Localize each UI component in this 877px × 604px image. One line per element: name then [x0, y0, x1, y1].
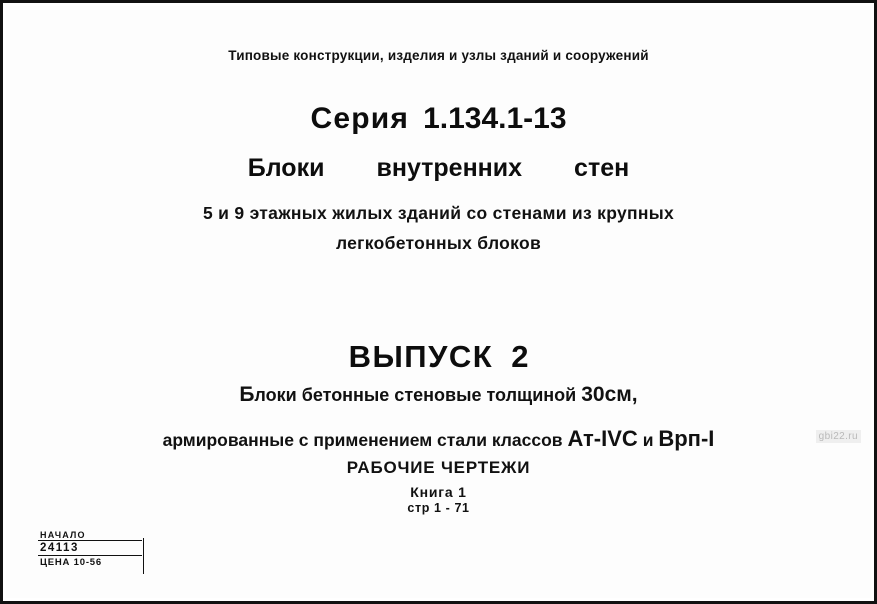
- archive-stamp: [38, 530, 142, 569]
- issue-desc-initial: Б: [239, 383, 255, 406]
- document-title: [6, 154, 871, 183]
- document-heading: Типовые конструкции, изделия и узлы зданий и сооружений: [228, 48, 649, 63]
- steel-class-2: Вpп-I: [658, 426, 715, 451]
- steel-class-1: Ат-IVC: [567, 426, 638, 451]
- issue-description-line-1: [6, 383, 871, 407]
- series-label: Серия: [310, 102, 410, 135]
- stamp-price: [38, 556, 142, 569]
- pages-range-label: стр 1 - 71: [407, 501, 470, 515]
- title-word-2: внутренних: [376, 154, 523, 182]
- document-sheet: [6, 6, 871, 598]
- issue-line: [6, 339, 871, 375]
- series-line: [6, 102, 871, 136]
- issue-label: ВЫПУСК: [348, 339, 494, 374]
- issue-desc-rest: бетонные стеновые толщиной: [301, 385, 577, 405]
- title-word-1: Блоки: [247, 154, 325, 182]
- issue-desc-thickness: 30см,: [581, 383, 638, 406]
- title-word-3: стен: [574, 154, 630, 182]
- series-number: 1.134.1-13: [423, 102, 567, 135]
- stamp-divider: [143, 538, 144, 574]
- stamp-price-value: 10-56: [73, 557, 102, 568]
- document-subtitle-line-2: легкобетонных блоков: [335, 233, 542, 253]
- document-subtitle-line-1: 5 и 9 этажных жилых зданий со стенами из крупных: [202, 203, 675, 223]
- stamp-number: 24113: [38, 540, 142, 556]
- working-drawings-label: РАБОЧИЕ ЧЕРТЕЖИ: [346, 458, 531, 477]
- issue-desc2-prefix: армированные с применением стали классов: [162, 430, 563, 450]
- stamp-label: НАЧАЛО: [40, 530, 86, 540]
- issue-number: 2: [511, 339, 529, 374]
- watermark-text: gbi22.ru: [816, 430, 861, 443]
- stamp-price-label: ЦЕНА: [40, 557, 71, 568]
- issue-desc2-conjunction: и: [642, 430, 654, 450]
- issue-description-line-2: [6, 426, 871, 452]
- issue-desc-word: локи: [254, 385, 297, 405]
- book-label: Книга 1: [410, 484, 467, 500]
